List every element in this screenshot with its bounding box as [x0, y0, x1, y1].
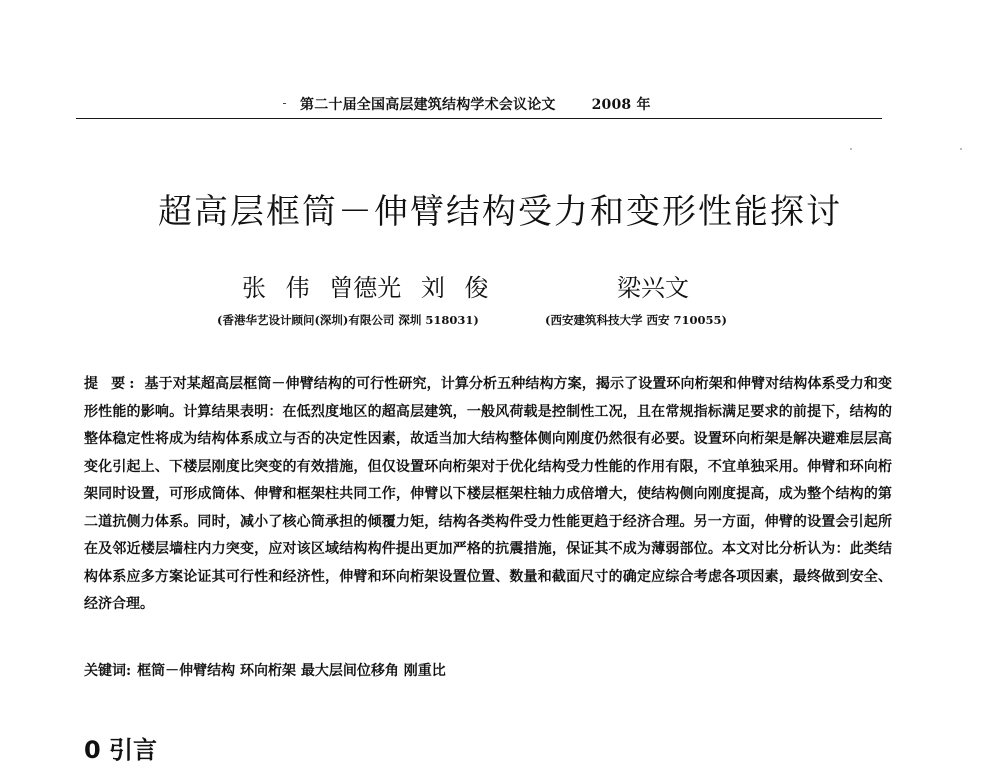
conference-name: 第二十届全国高层建筑结构学术会议论文	[300, 97, 556, 113]
keywords-text: 框筒－伸臂结构 环向桁架 最大层间位移角 刚重比	[137, 663, 446, 679]
running-header	[300, 94, 651, 114]
affiliation-2: (西安建筑科技大学 西安 710055)	[545, 313, 727, 327]
header-rule	[76, 118, 882, 119]
keywords-label: 关键词:	[84, 663, 132, 679]
abstract	[84, 371, 892, 619]
keywords	[84, 660, 446, 680]
scan-speck	[960, 148, 962, 150]
abstract-text: 基于对某超高层框筒－伸臂结构的可行性研究，计算分析五种结构方案，揭示了设置环向桁架和伸臂对结构体系受力和变形性能的影响。计算结果表明：在低烈度地区的超高层建筑，一般风荷载是控制性工况，且在常规指标满足要求的前提下，结构的整体稳定性将成为结构体系成立与否的决定性因素，故适当加大结构整体侧向刚度仍然很有必要。设置环向桁架是解决避难层层高变化引起上、下楼层刚度比突变的有效措施，但仅设置环向桁架对于优化结构受力性能的作用有限，不宜单独采用。伸臂和环向桁架同时设置，可形成筒体、伸臂和框架柱共同工作，伸臂以下楼层框架柱轴力成倍增大，使结构侧向刚度提高，成为整个结构的第二道抗侧力体系。同时，减小了核心筒承担的倾覆力矩，结构各类构件受力性能更趋于经济合理。另一方面，伸臂的设置会引起所在及邻近楼层墙柱内力突变，应对该区域结构构件提出更加严格的抗震措施，保证其不成为薄弱部位。本文对比分析认为：此类结构体系应多方案论证其可行性和经济性，伸臂和环向桁架设置位置、数量和截面尺寸的确定应综合考虑各项因素，最终做到安全、经济合理。	[84, 376, 893, 612]
paper-title: 超高层框筒－伸臂结构受力和变形性能探讨	[158, 192, 842, 232]
affiliation-1: (香港华艺设计顾问(深圳)有限公司 深圳 518031)	[217, 313, 479, 327]
scan-mark	[283, 103, 286, 104]
conference-year: 2008 年	[591, 97, 651, 113]
scan-speck	[850, 148, 852, 150]
authors-group-1: 张 伟 曾德光 刘 俊	[242, 274, 489, 302]
authors-group-2: 梁兴文	[617, 274, 689, 302]
abstract-label: 提 要:	[84, 376, 139, 392]
section-heading-introduction: 0 引言	[84, 736, 158, 764]
